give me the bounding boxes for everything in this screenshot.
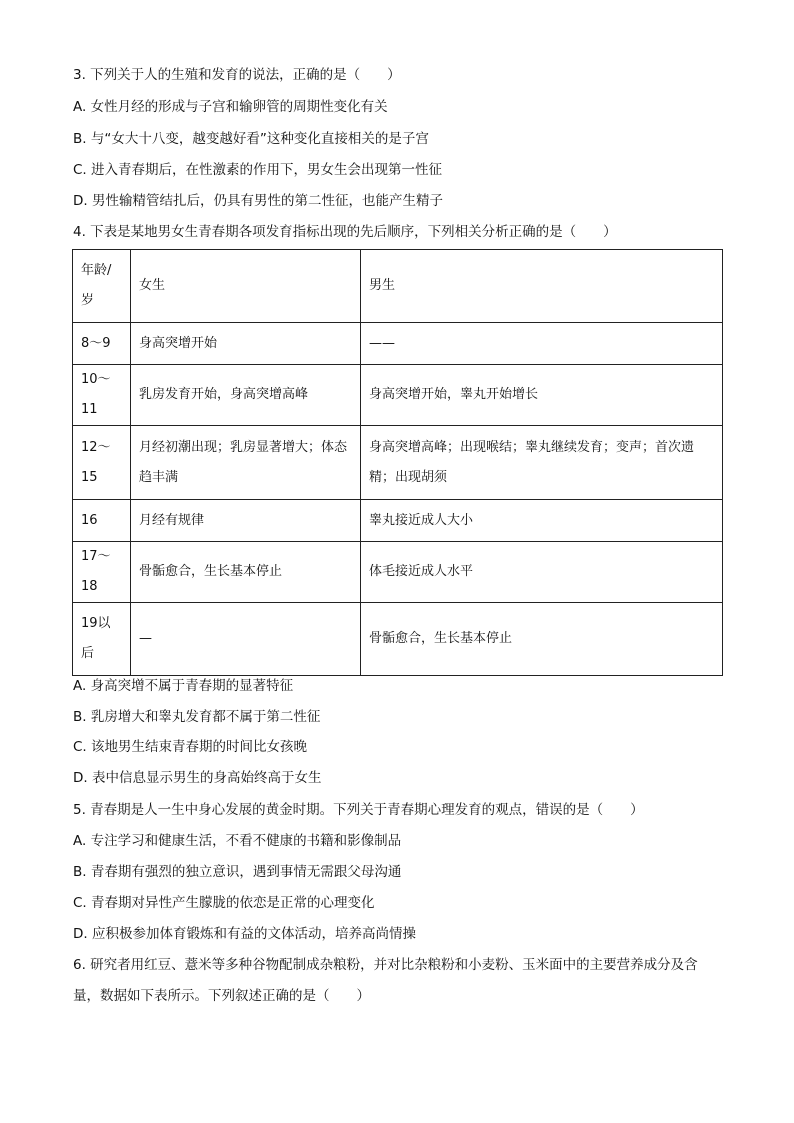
cell-female: 月经有规律 (131, 500, 361, 542)
question-5-option-b: B. 青春期有强烈的独立意识，遇到事情无需跟父母沟通 (73, 864, 402, 880)
header-male: 男生 (361, 250, 723, 323)
cell-male: 睾丸接近成人大小 (361, 500, 723, 542)
header-female: 女生 (131, 250, 361, 323)
table-row (73, 542, 723, 603)
question-5-option-a: A. 专注学习和健康生活，不看不健康的书籍和影像制品 (73, 833, 402, 849)
question-4-option-c: C. 该地男生结束青春期的时间比女孩晚 (73, 739, 308, 755)
question-5-option-d: D. 应积极参加体育锻炼和有益的文体活动，培养高尚情操 (73, 926, 416, 942)
table-header-row (73, 250, 723, 323)
table-row (73, 365, 723, 426)
question-3-option-a: A. 女性月经的形成与子宫和输卵管的周期性变化有关 (73, 99, 388, 115)
development-table (72, 249, 723, 676)
question-4-stem: 4. 下表是某地男女生青春期各项发育指标出现的先后顺序，下列相关分析正确的是（ ） (73, 224, 617, 240)
cell-male: 骨骺愈合，生长基本停止 (361, 603, 723, 676)
cell-age: 8～9 (73, 323, 131, 365)
table-row (73, 426, 723, 500)
cell-male: 身高突增高峰；出现喉结；睾丸继续发育；变声；首次遗精；出现胡须 (361, 426, 723, 500)
cell-male: 体毛接近成人水平 (361, 542, 723, 603)
question-5-option-c: C. 青春期对异性产生朦胧的依恋是正常的心理变化 (73, 895, 375, 911)
question-3-option-d: D. 男性输精管结扎后，仍具有男性的第二性征，也能产生精子 (73, 193, 443, 209)
table-row (73, 603, 723, 676)
question-4-option-a: A. 身高突增不属于青春期的显著特征 (73, 678, 294, 694)
cell-age: 10～11 (73, 365, 131, 426)
question-3-stem: 3. 下列关于人的生殖和发育的说法，正确的是（ ） (73, 67, 401, 83)
question-4-option-b: B. 乳房增大和睾丸发育都不属于第二性征 (73, 709, 321, 725)
header-age: 年龄/岁 (73, 250, 131, 323)
cell-female: 乳房发育开始，身高突增高峰 (131, 365, 361, 426)
table-row (73, 323, 723, 365)
cell-female: 骨骺愈合，生长基本停止 (131, 542, 361, 603)
cell-male: —— (361, 323, 723, 365)
question-4-option-d: D. 表中信息显示男生的身高始终高于女生 (73, 770, 322, 786)
table-row (73, 500, 723, 542)
cell-age: 19以后 (73, 603, 131, 676)
question-3-option-b: B. 与“女大十八变，越变越好看”这种变化直接相关的是子宫 (73, 131, 429, 147)
question-5-stem: 5. 青春期是人一生中身心发展的黄金时期。下列关于青春期心理发育的观点，错误的是（ ） (73, 802, 644, 818)
question-3-option-c: C. 进入青春期后，在性激素的作用下，男女生会出现第一性征 (73, 162, 443, 178)
cell-age: 12～15 (73, 426, 131, 500)
cell-female: — (131, 603, 361, 676)
cell-age: 17～18 (73, 542, 131, 603)
cell-female: 月经初潮出现；乳房显著增大；体态趋丰满 (131, 426, 361, 500)
question-6-stem: 6. 研究者用红豆、薏米等多种谷物配制成杂粮粉，并对比杂粮粉和小麦粉、玉米面中的主要营养成分及含量，数据如下表所示。下列叙述正确的是（ ） (73, 957, 698, 1004)
cell-male: 身高突增开始，睾丸开始增长 (361, 365, 723, 426)
cell-age: 16 (73, 500, 131, 542)
cell-female: 身高突增开始 (131, 323, 361, 365)
